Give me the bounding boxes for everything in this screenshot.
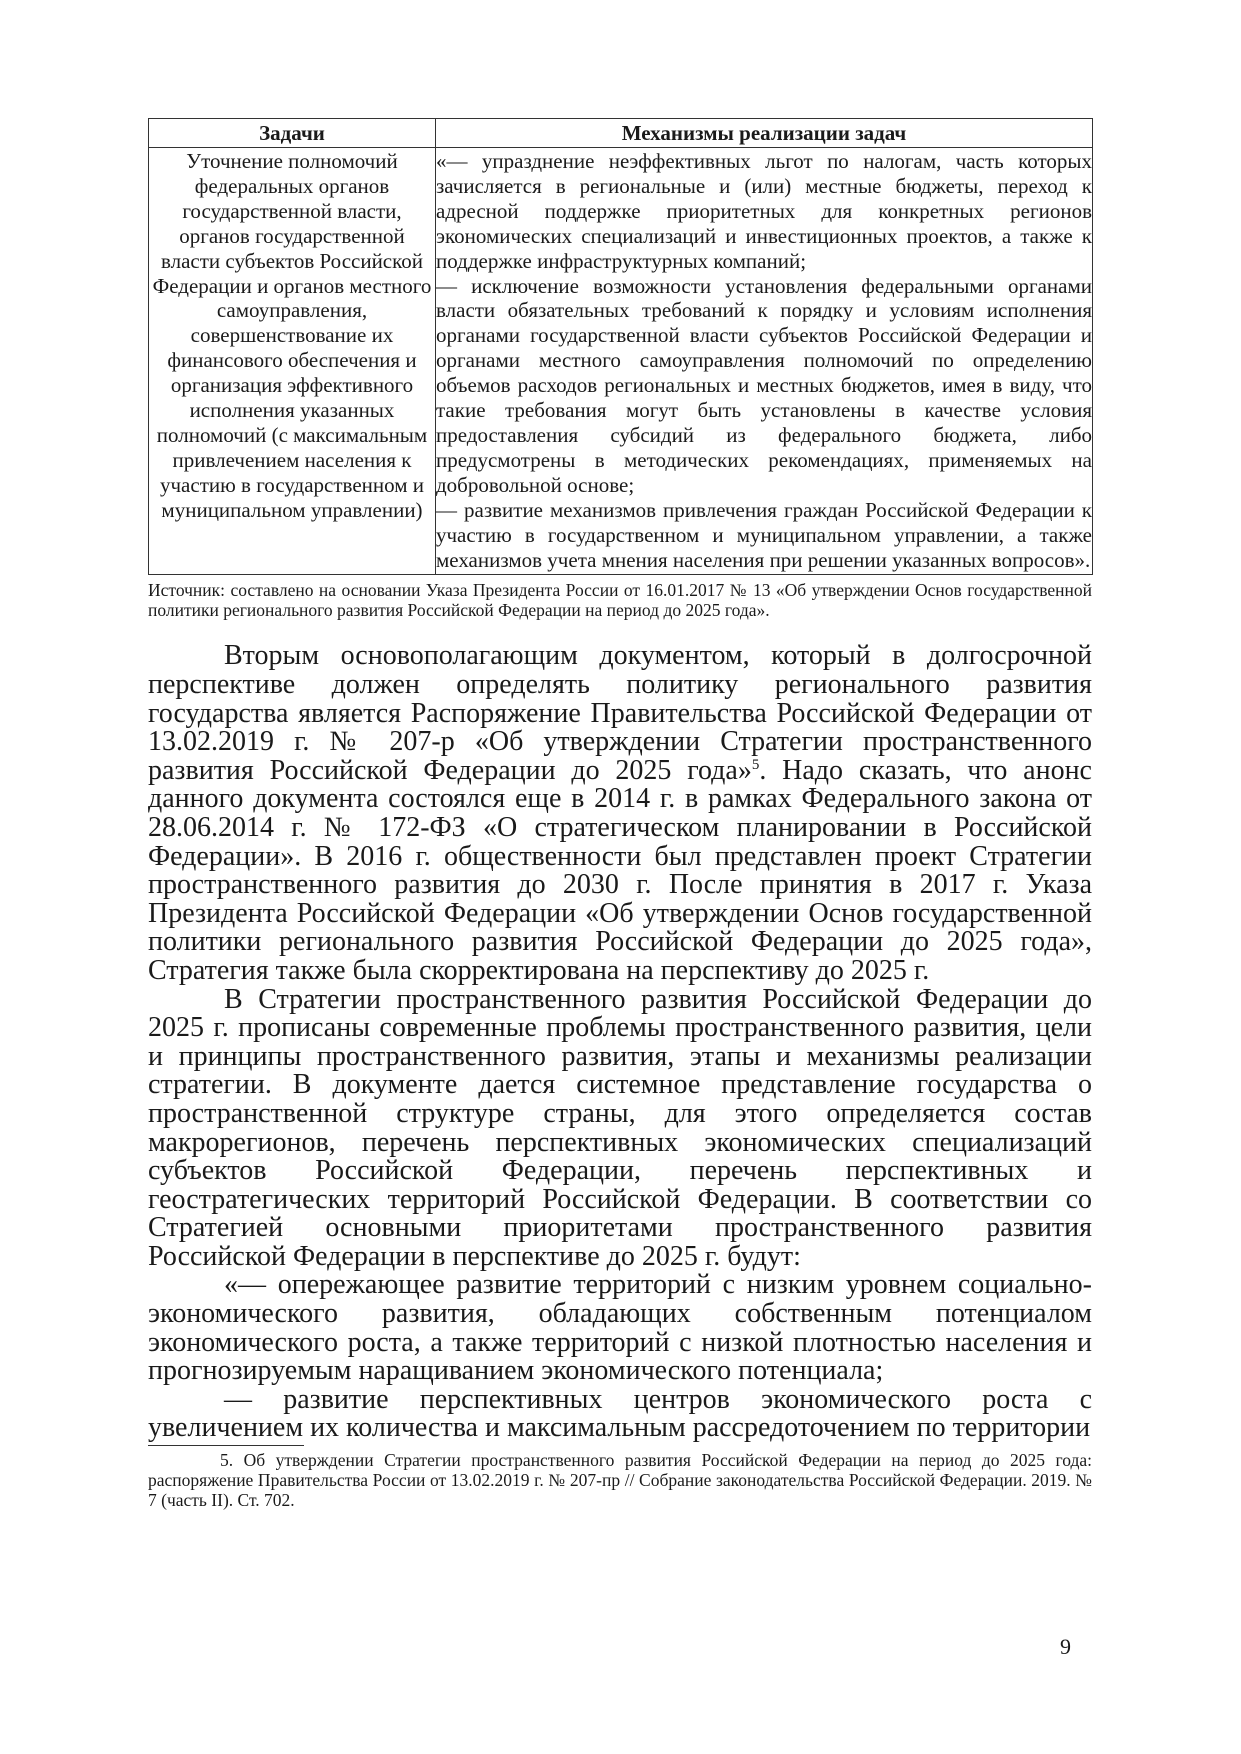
paragraph: «— опережающее развитие территорий с низким уровнем социально-экономического развития, обладающих собственным потенциалом экономического роста, а также территорий с низкой плотностью населения и прогнозируемым наращиванием экономического потенциала; bbox=[148, 1269, 1092, 1387]
tasks-table bbox=[148, 118, 1093, 575]
table-row bbox=[149, 148, 1093, 575]
header-mechanisms: Механизмы реализации задач bbox=[436, 119, 1093, 148]
body-text bbox=[148, 642, 1092, 1443]
paragraph bbox=[148, 642, 1092, 985]
footnote-divider bbox=[148, 1445, 304, 1446]
mechanism-item: — исключение возможности установления федеральными органами власти обязательных требований к порядку и условиям исполнения органами государственной власти субъектов Российской Федерации и органами местного самоуправления полномочий по определению объемов расходов региональных и местных бюджетов, имея в виду, что такие требования могут быть установлены в качестве условия предоставления субсидий из федерального бюджета, либо предусмотрены в методических рекомендациях, применяемых на добровольной основе; bbox=[436, 273, 1092, 497]
page bbox=[148, 118, 1092, 1510]
paragraph: В Стратегии пространственного развития Российской Федерации до 2025 г. прописаны современные проблемы пространственного развития, цели и принципы пространственного развития, этапы и механизмы реализации стратегии. В документе дается системное представление государства о пространственной структуре страны, для этого определяется состав макрорегионов, перечень перспективных экономических специализаций субъектов Российской Федерации, перечень перспективных и геостратегических территорий Российской Федерации. В соответствии со Стратегией основными приоритетами пространственного развития Российской Федерации в перспективе до 2025 г. будут: bbox=[148, 983, 1092, 1272]
header-tasks: Задачи bbox=[149, 119, 436, 148]
page-number: 9 bbox=[1060, 1634, 1071, 1659]
paragraph-text: . Надо сказать, что анонс данного документа состоялся еще в 2014 г. в рамках Федерального закона от 28.06.2014 г. № 172-ФЗ «О стратегическом планировании в Российской Федерации». В 2016 г. общественности был представлен проект Стратегии пространственного развития до 2030 г. После принятия в 2017 г. Указа Президента Российской Федерации «Об утверждении Основ государственной политики регионального развития Российской Федерации до 2025 года», Стратегия также была скорректирована на перспективу до 2025 г. bbox=[148, 754, 1092, 986]
footnote: 5. Об утверждении Стратегии пространственного развития Российской Федерации на период до 2025 года: распоряжение Правительства России от 13.02.2019 г. № 207-пр // Собрание законодательства Российской Федерации. 2019. № 7 (часть II). Ст. 702. bbox=[148, 1450, 1092, 1511]
table-header-row bbox=[149, 119, 1093, 148]
task-cell: Уточнение полномочий федеральных органов государственной власти, органов государственной власти субъектов Российской Федерации и органов местного самоуправления, совершенствование их финансового обеспечения и организация эффективного исполнения указанных полномочий (с максимальным привлечением населения к участию в государственном и муниципальном управлении) bbox=[149, 148, 436, 575]
mechanisms-cell bbox=[436, 148, 1093, 575]
paragraph: — развитие перспективных центров экономического роста с увеличением их количества и максимальным рассредоточением по территории bbox=[148, 1383, 1092, 1444]
footnote-reference: 5 bbox=[751, 756, 760, 773]
paragraph-text: Вторым основополагающим документом, который в долгосрочной перспективе должен определять политику регионального развития государства является Распоряжение Правительства Российской Федерации от 13.02.2019 г. № 207-р «Об утверждении Стратегии пространственного развития Российской Федерации до 2025 года» bbox=[148, 640, 1092, 786]
mechanism-item: — развитие механизмов привлечения граждан Российской Федерации к участию в государственном и муниципальном управлении, а также механизмов учета мнения населения при решении указанных вопросов». bbox=[436, 497, 1092, 572]
table-source-note: Источник: составлено на основании Указа Президента России от 16.01.2017 № 13 «Об утверждении Основ государственной политики регионального развития Российской Федерации на период до 2025 года». bbox=[148, 580, 1092, 620]
mechanism-item: «— упразднение неэффективных льгот по налогам, часть которых зачисляется в региональные и (или) местные бюджеты, переход к адресной поддержке приоритетных для конкретных регионов экономических специализаций и инвестиционных проектов, а также к поддержке инфраструктурных компаний; bbox=[436, 149, 1092, 273]
